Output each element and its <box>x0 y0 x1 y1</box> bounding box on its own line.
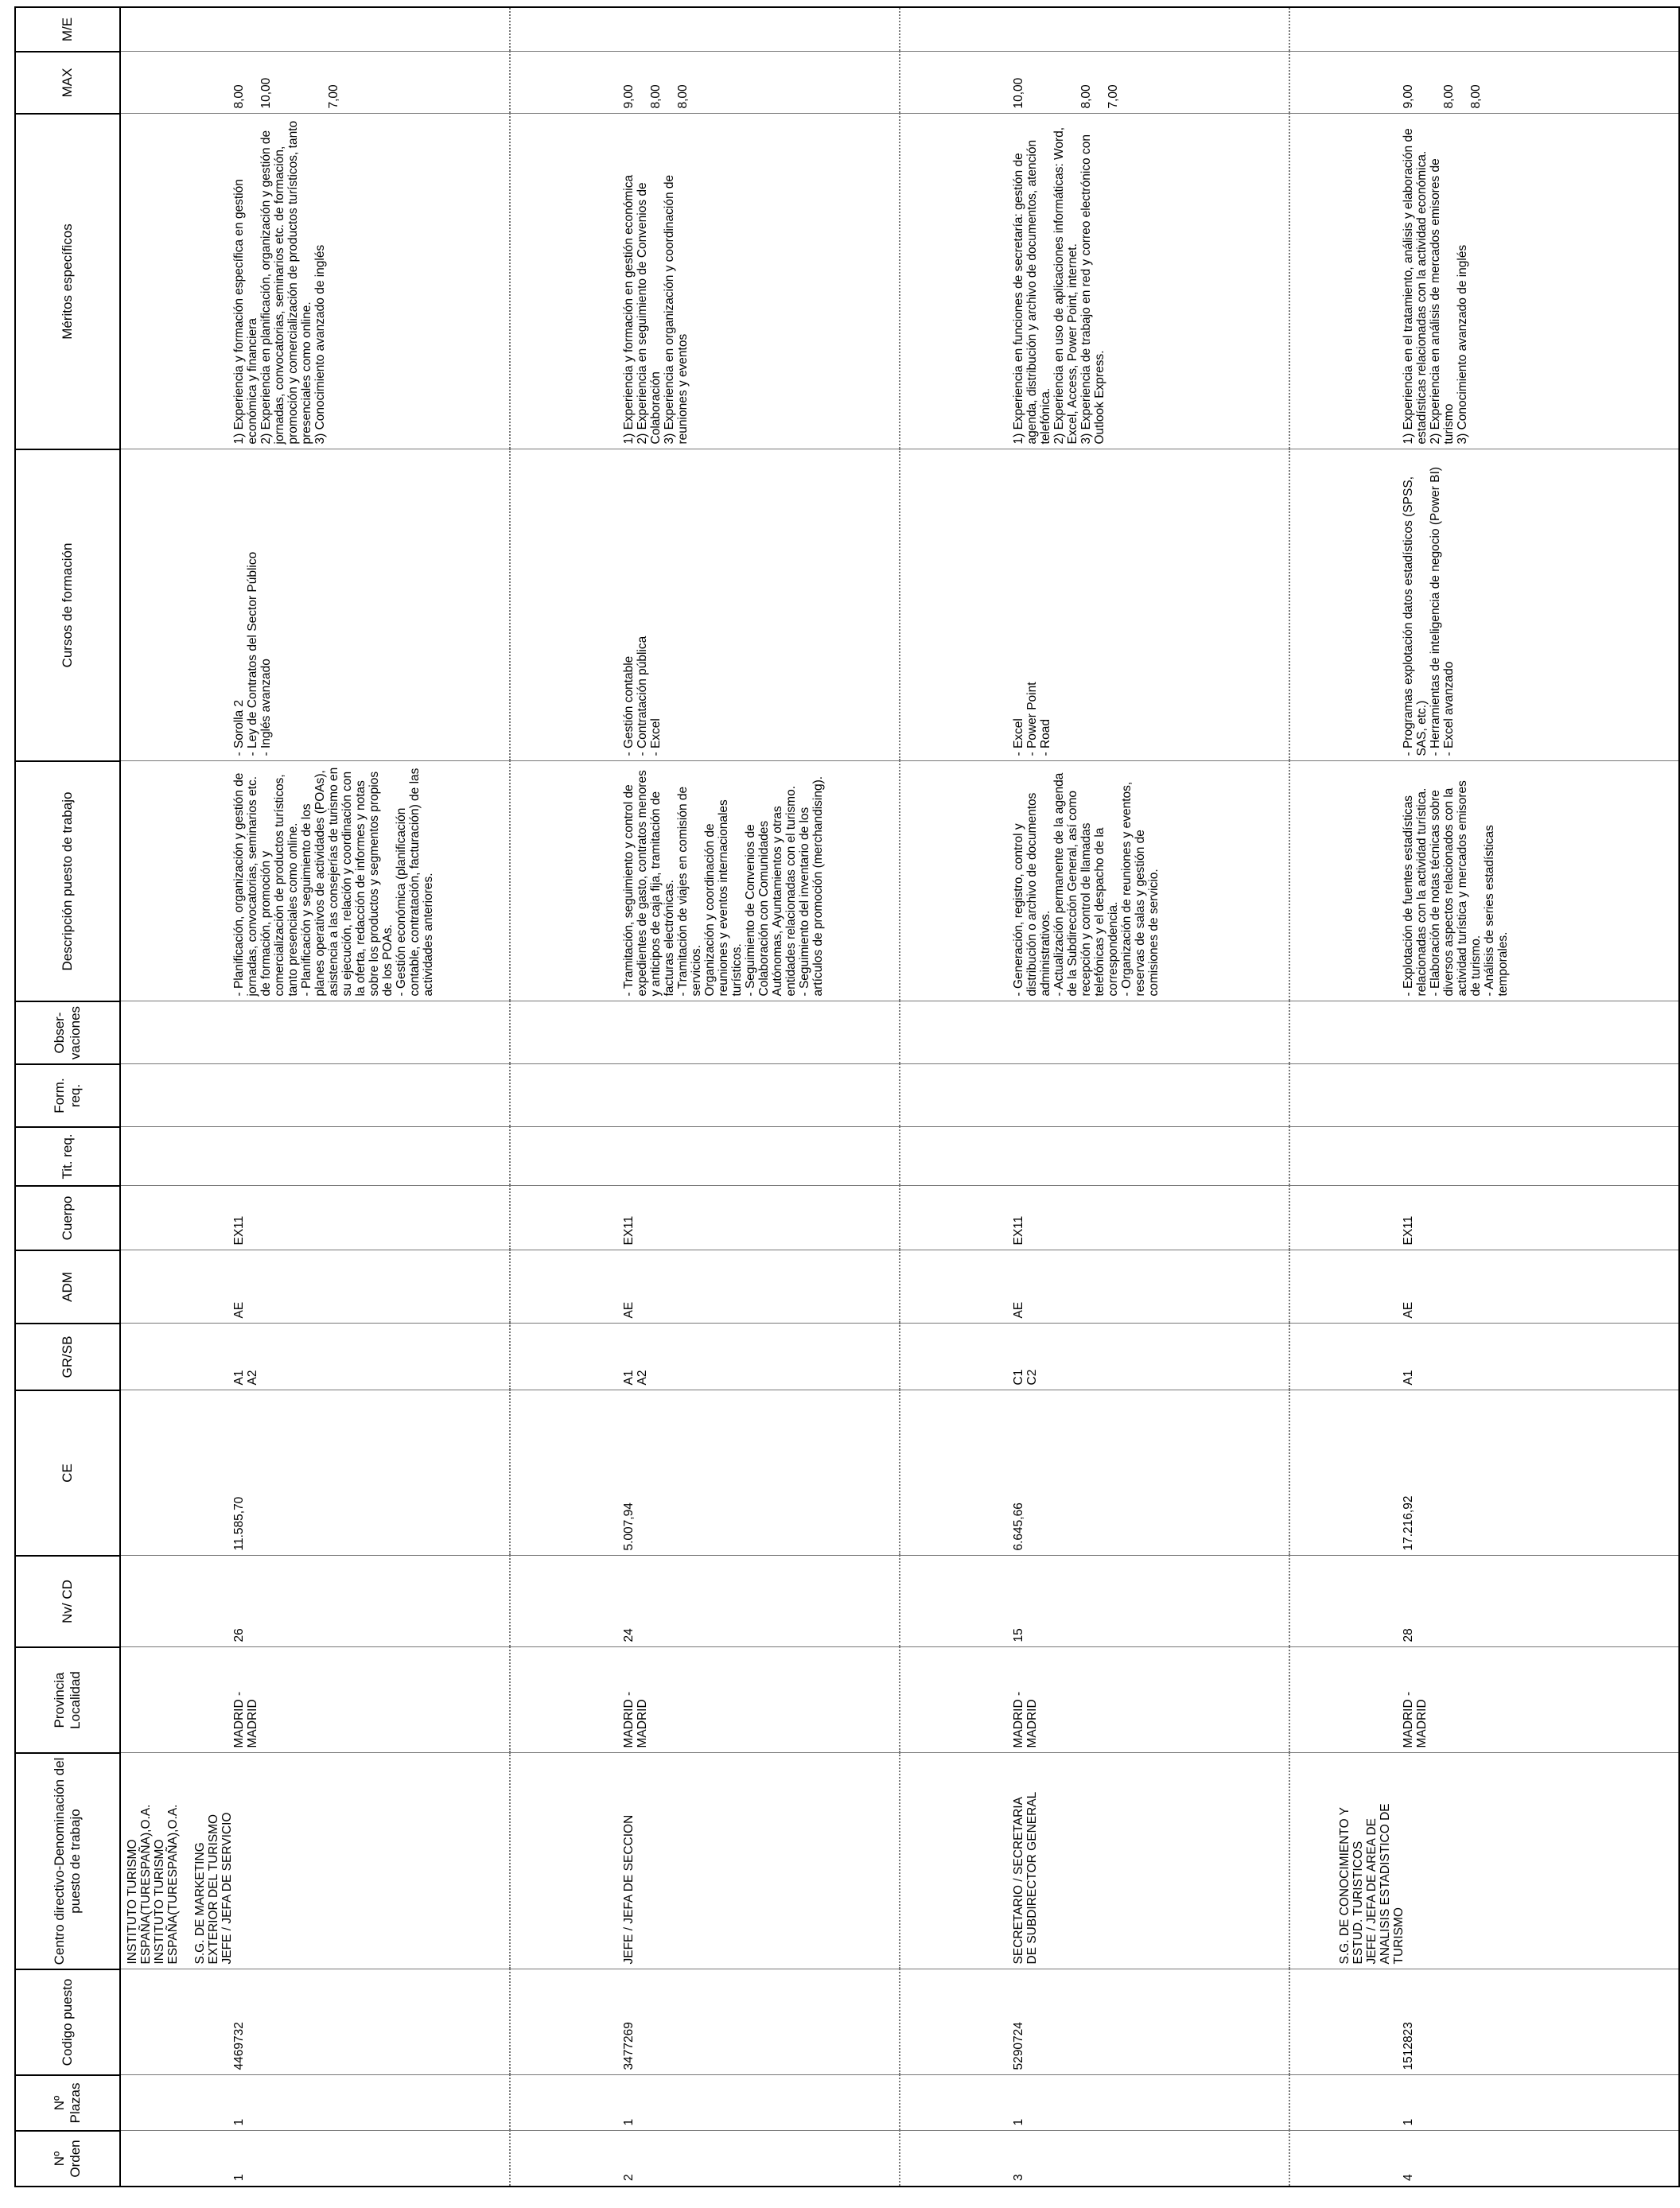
cell-cursos: - Programas explotación datos estadísticos (SPSS, SAS, etc.) - Herramientas de inteligencia de negocio (Power BI) - Excel avanzado <box>1289 449 1679 761</box>
cell-cuerpo: EX11 <box>120 1186 510 1250</box>
header-grupo: GR/SB <box>15 1324 120 1390</box>
cell-formacion <box>900 1064 1289 1127</box>
header-row <box>15 7 120 2187</box>
cell-grupo: A1 <box>1289 1324 1679 1390</box>
cell-formacion <box>510 1064 900 1127</box>
header-ce: CE <box>15 1390 120 1556</box>
cell-descripcion: - Tramitación, seguimiento y control de expedientes de gasto, contratos menores y anticipos de caja fija, tramitación de facturas electrónicas. - Tramitación de viajes en comisión de servicios. Organización y coordinación de reuniones y eventos internacionales turísticos. - Seguimiento de Convenios de Colaboración con Comunidades Autónomas, Ayuntamientos y otras entidades relacionadas con el turismo. - Seguimiento del inventario de los artículos de promoción (merchandising). <box>510 761 900 1001</box>
header-cursos: Cursos de formación <box>15 449 120 761</box>
table-row <box>900 7 1289 2187</box>
cell-provincia: MADRID - MADRID <box>900 1647 1289 1753</box>
cell-observaciones <box>510 1001 900 1064</box>
cell-max: 9,00 8,00 8,00 <box>510 52 900 114</box>
cell-ce: 11.585,70 <box>120 1390 510 1556</box>
cell-cursos: - Gestión contable - Contratación pública - Excel <box>510 449 900 761</box>
cell-cursos: - Sorolla 2 - Ley de Contratos del Sector Público - Inglés avanzado <box>120 449 510 761</box>
cell-provincia: MADRID - MADRID <box>1289 1647 1679 1753</box>
header-max: MAX <box>15 52 120 114</box>
cell-max: 10,00 8,00 7,00 <box>900 52 1289 114</box>
header-plazas: Nº Plazas <box>15 2075 120 2131</box>
cell-grupo: A1 A2 <box>510 1324 900 1390</box>
cell-plazas: 1 <box>510 2075 900 2131</box>
cell-codigo: 3477269 <box>510 1969 900 2075</box>
cell-meritos: 1) Experiencia en el tratamiento, análisis y elaboración de estadísticas relacionadas con la actividad económica. 2) Experiencia en análisis de mercados emisores de turismo 3) Conocimiento avanzado de inglés <box>1289 114 1679 449</box>
header-orden: Nº Orden <box>15 2131 120 2187</box>
cell-adm: AE <box>510 1250 900 1324</box>
cell-orden: 3 <box>900 2131 1289 2187</box>
cell-observaciones <box>120 1001 510 1064</box>
table-row <box>120 7 510 2187</box>
header-centro: Centro directivo-Denominación del puesto de trabajo <box>15 1753 120 1969</box>
header-adm: ADM <box>15 1250 120 1324</box>
header-titulacion: Tit. req. <box>15 1127 120 1186</box>
cell-nivel: 24 <box>510 1556 900 1647</box>
table-row <box>510 7 900 2187</box>
cell-nivel: 26 <box>120 1556 510 1647</box>
cell-cursos: - Excel - Power Point - Road <box>900 449 1289 761</box>
cell-me <box>510 7 900 52</box>
cell-meritos: 1) Experiencia y formación en gestión económica 2) Experiencia en seguimiento de Convenios de Colaboración 3) Experiencia en organización y coordinación de reuniones y eventos <box>510 114 900 449</box>
cell-ce: 17.216,92 <box>1289 1390 1679 1556</box>
header-observaciones: Obser-vaciones <box>15 1001 120 1064</box>
cell-codigo: 5290724 <box>900 1969 1289 2075</box>
cell-centro: JEFE / JEFA DE SECCION <box>510 1753 900 1969</box>
header-formacion: Form. req. <box>15 1064 120 1127</box>
cell-provincia: MADRID - MADRID <box>120 1647 510 1753</box>
header-meritos: Méritos específicos <box>15 114 120 449</box>
cell-observaciones <box>900 1001 1289 1064</box>
cell-cuerpo: EX11 <box>900 1186 1289 1250</box>
cell-descripcion: - Generación, registro, control y distribución o archivo de documentos administrativos. - Actualización permanente de la agenda de la Subdirección General, así como recepción y control de llamadas telefónicas y el despacho de la correspondencia. - Organización de reuniones y eventos, reservas de salas y gestión de comisiones de servicio. <box>900 761 1289 1001</box>
cell-meritos: 1) Experiencia y formación específica en gestión económica y financiera 2) Experiencia en planificación, organización y gestión de jornadas, convocatorias, seminarios etc. de formación, promoción y comercialización de productos turísticos, tanto presenciales como online. 3) Conocimiento avanzado de inglés <box>120 114 510 449</box>
cell-plazas: 1 <box>120 2075 510 2131</box>
cell-nivel: 15 <box>900 1556 1289 1647</box>
cell-titulacion <box>510 1127 900 1186</box>
cell-codigo: 1512823 <box>1289 1969 1679 2075</box>
cell-formacion <box>120 1064 510 1127</box>
cell-orden: 2 <box>510 2131 900 2187</box>
cell-ce: 5.007,94 <box>510 1390 900 1556</box>
cell-orden: 4 <box>1289 2131 1679 2187</box>
cell-descripcion: - Planificación, organización y gestión de jornadas, convocatorias, seminarios etc. de formación, promoción y comercialización de productos turísticos, tanto presenciales como online. - Planificación y seguimiento de los planes operativos de actividades (POAs), asistencia a las consejerías de turismo en su ejecución, relación y coordinación con la oferta, redacción de informes y notas sobre los productos y segmentos propios de los POAs. - Gestión económica (planificación contable, contratación, facturación) de las actividades anteriores. <box>120 761 510 1001</box>
cell-descripcion: - Explotación de fuentes estadísticas relacionadas con la actividad turística. - Elaboración de notas técnicas sobre diversos aspectos relacionados con la actividad turística y mercados emisores de turismo. - Análisis de series estadísticas temporales. <box>1289 761 1679 1001</box>
cell-titulacion <box>120 1127 510 1186</box>
header-cuerpo: Cuerpo <box>15 1186 120 1250</box>
cell-grupo: A1 A2 <box>120 1324 510 1390</box>
cell-adm: AE <box>1289 1250 1679 1324</box>
cell-me <box>900 7 1289 52</box>
cell-plazas: 1 <box>900 2075 1289 2131</box>
cell-max: 8,00 10,00 7,00 <box>120 52 510 114</box>
cell-titulacion <box>900 1127 1289 1186</box>
cell-centro: SECRETARIO / SECRETARIA DE SUBDIRECTOR GENERAL <box>900 1753 1289 1969</box>
cell-cuerpo: EX11 <box>510 1186 900 1250</box>
cell-me <box>120 7 510 52</box>
cell-formacion <box>1289 1064 1679 1127</box>
cell-ce: 6.645,66 <box>900 1390 1289 1556</box>
header-provincia: Provincia Localidad <box>15 1647 120 1753</box>
header-codigo: Codigo puesto <box>15 1969 120 2075</box>
header-descripcion: Descripción puesto de trabajo <box>15 761 120 1001</box>
cell-max: 9,00 8,00 8,00 <box>1289 52 1679 114</box>
cell-adm: AE <box>120 1250 510 1324</box>
cell-codigo: 4469732 <box>120 1969 510 2075</box>
cell-grupo: C1 C2 <box>900 1324 1289 1390</box>
cell-observaciones <box>1289 1001 1679 1064</box>
cell-plazas: 1 <box>1289 2075 1679 2131</box>
table-row <box>1289 7 1679 2187</box>
cell-titulacion <box>1289 1127 1679 1186</box>
cell-meritos: 1) Experiencia en funciones de secretaría: gestión de agenda, distribución y archivo de documentos, atención telefónica. 2) Experiencia en uso de aplicaciones informáticas: Word, Excel, Access, Power Point, internet. 3) Experiencia de trabajo en red y correo electrónico con Outlook Express. <box>900 114 1289 449</box>
header-nivel: Nv/ CD <box>15 1556 120 1647</box>
header-me: M/E <box>15 7 120 52</box>
cell-centro: INSTITUTO TURISMO ESPAÑA(TURESPAÑA),O.A. INSTITUTO TURISMO ESPAÑA(TURESPAÑA),O.A. S.G. DE MARKETING EXTERIOR DEL TURISMO JEFE / JEFA DE SERVICIO <box>120 1753 510 1969</box>
positions-table <box>14 6 1680 2187</box>
cell-nivel: 28 <box>1289 1556 1679 1647</box>
cell-centro: S.G. DE CONOCIMIENTO Y ESTUD. TURISTICOS JEFE / JEFA DE AREA DE ANALISIS ESTADISTICO DE TURISMO <box>1289 1753 1679 1969</box>
cell-cuerpo: EX11 <box>1289 1186 1679 1250</box>
cell-orden: 1 <box>120 2131 510 2187</box>
cell-me <box>1289 7 1679 52</box>
cell-adm: AE <box>900 1250 1289 1324</box>
cell-provincia: MADRID - MADRID <box>510 1647 900 1753</box>
